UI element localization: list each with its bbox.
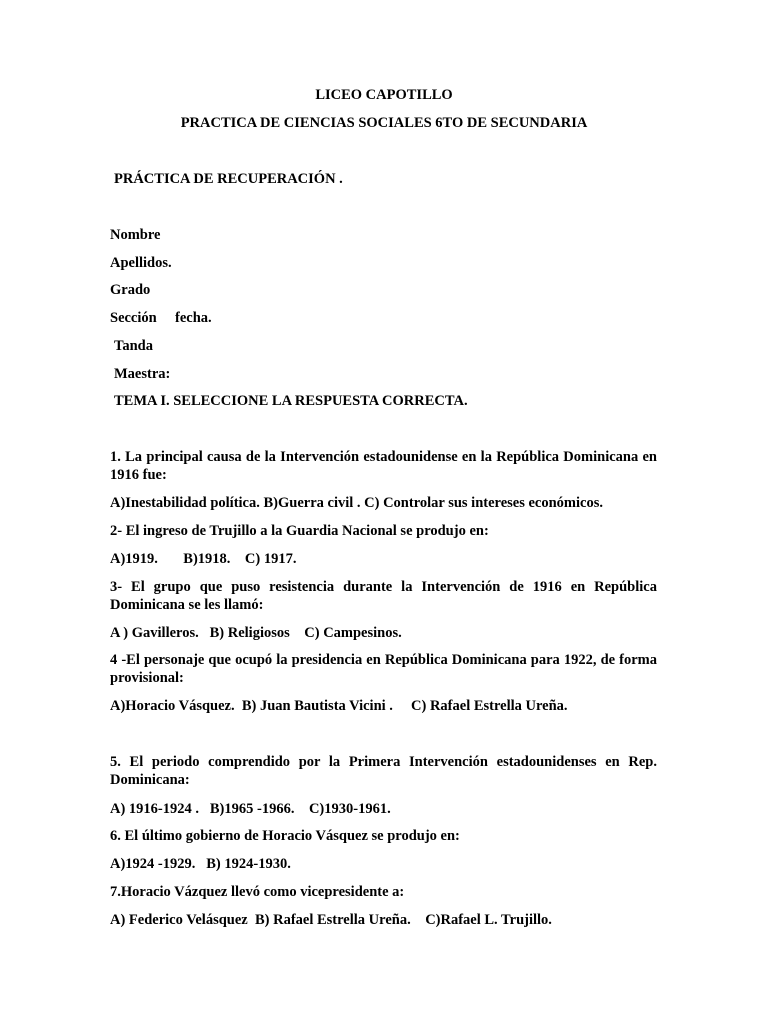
field-grado: Grado — [110, 282, 151, 298]
field-fecha: fecha. — [175, 310, 212, 326]
school-name: LICEO CAPOTILLO — [315, 87, 453, 103]
field-apellidos: Apellidos. — [110, 255, 172, 271]
question-1: 1. La principal causa de la Intervención estadounidense en la República Dominicana en 1916 fue: — [110, 449, 657, 483]
document-subtitle: PRACTICA DE CIENCIAS SOCIALES 6TO DE SECUNDARIA — [180, 115, 588, 131]
question-5: 5. El periodo comprendido por la Primera Intervención estadounidenses en Rep. Dominicana: — [110, 754, 657, 788]
question-4-options: A)Horacio Vásquez. B) Juan Bautista Vicini . C) Rafael Estrella Ureña. — [110, 698, 568, 714]
field-nombre: Nombre — [110, 227, 161, 243]
question-7-options: A) Federico Velásquez B) Rafael Estrella Ureña. C)Rafael L. Trujillo. — [110, 912, 552, 928]
field-tanda: Tanda — [114, 338, 153, 354]
question-5-options: A) 1916-1924 . B)1965 -1966. C)1930-1961. — [110, 801, 391, 817]
question-3-options: A ) Gavilleros. B) Religiosos C) Campesinos. — [110, 625, 402, 641]
question-2: 2- El ingreso de Trujillo a la Guardia Nacional se produjo en: — [110, 523, 489, 539]
question-2-options: A)1919. B)1918. C) 1917. — [110, 551, 297, 567]
field-maestra: Maestra: — [114, 366, 171, 382]
question-1-options: A)Inestabilidad política. B)Guerra civil . C) Controlar sus intereses económicos. — [110, 495, 603, 511]
question-7: 7.Horacio Vázquez llevó como vicepresidente a: — [110, 884, 405, 900]
question-3: 3- El grupo que puso resistencia durante la Intervención de 1916 en República Dominicana se les llamó: — [110, 579, 657, 613]
field-seccion: Sección — [110, 310, 157, 326]
question-6-options: A)1924 -1929. B) 1924-1930. — [110, 856, 291, 872]
question-4: 4 -El personaje que ocupó la presidencia en República Dominicana para 1922, de forma provisional: — [110, 652, 657, 686]
practice-type: PRÁCTICA DE RECUPERACIÓN . — [114, 171, 343, 187]
section-title: TEMA I. SELECCIONE LA RESPUESTA CORRECTA. — [114, 393, 468, 409]
question-6: 6. El último gobierno de Horacio Vásquez se produjo en: — [110, 828, 460, 844]
